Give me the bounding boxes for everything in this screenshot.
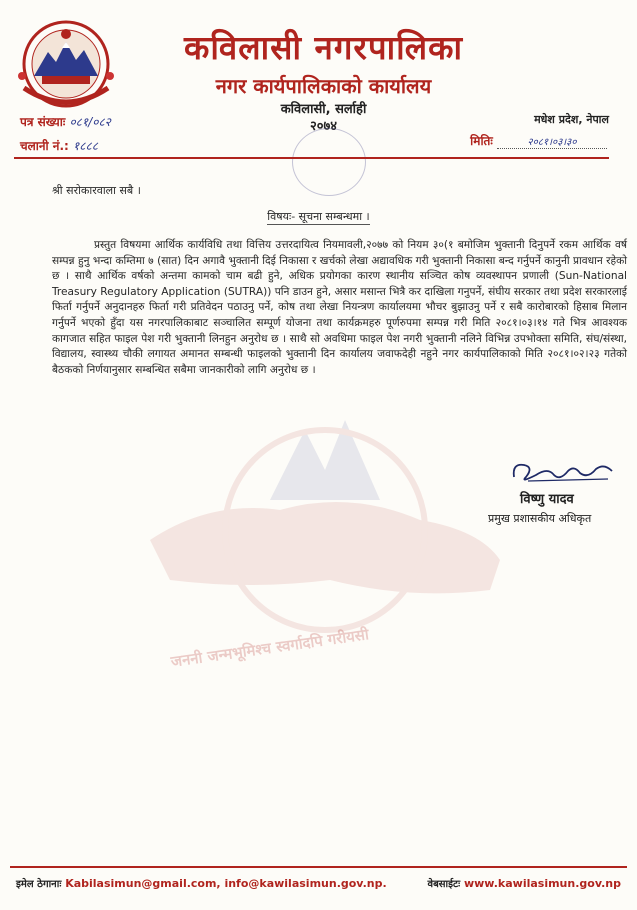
footer-email	[16, 876, 387, 890]
website-label: वेबसाईटः	[427, 879, 461, 890]
office-location: कविलासी, सर्लाही	[280, 102, 367, 117]
signatory-name: विष्णु यादव	[520, 492, 574, 507]
signature-icon	[508, 455, 618, 487]
letter-number-label: पत्र संख्याः	[20, 115, 66, 129]
header-divider	[14, 157, 609, 159]
office-stamp	[292, 128, 366, 196]
email-label: इमेल ठेगानाः	[16, 879, 62, 890]
letter-number	[20, 113, 111, 130]
dispatch-number	[20, 137, 98, 154]
footer-website	[428, 876, 621, 890]
letter-number-value: ०८१/०८२	[69, 115, 111, 129]
dispatch-number-label: चलानी नं.:	[20, 139, 69, 153]
signatory-title: प्रमुख प्रशासकीय अधिकृत	[488, 512, 592, 525]
municipality-emblem-icon	[14, 18, 118, 110]
subject-text: विषयः- सूचना सम्बन्धमा ।	[267, 210, 370, 223]
province-label: मधेश प्रदेश, नेपाल	[534, 113, 609, 126]
letter-body	[52, 238, 627, 378]
body-paragraph: प्रस्तुत विषयमा आर्थिक कार्यविधि तथा वित्तिय उत्तरदायित्व नियमावली,२०७७ को नियम ३०(१ बमोजिम भुक्तानी दिनुपर्ने रकम आर्थिक वर्ष सम्पन्न हुनु भन्दा कम्तिमा ७ (सात) दिन अगावै भुक्तानी दिई निकासा र खर्चको लेखा अद्यावधिक गरी भुक्तानी निकासा बन्द गर्नुपर्ने कानुनी प्रावधान रहेको छ । साथै आर्थिक वर्षको अन्तमा कामको चाम बढी हुने, अधिक प्रयोगका कारण स्थानीय सञ्चित कोष व्यवस्थापन प्रणाली (Sun-National Treasury Regulatory Application (SUTRA)) पनि डाउन हुने, असार मसान्त भित्रै कर दाखिला गनुपर्ने, संघीय सरकार तथा प्रदेश सरकारलाई फिर्ता गर्नुपर्ने अनुदानहरु फिर्ता गरी प्रतिवेदन पठाउनु पर्ने, कोष तथा लेखा नियन्त्रण कार्यालयमा भौचर बुझाउनु पर्ने र सबै कारोबारको हिसाब मिलान गर्नुपर्ने भएको हुँदा यस नगरपालिकाबाट सञ्चालित सम्पूर्ण योजना तथा कार्यक्रमहरु पूर्णरुपमा सम्पन्न गरी मिति २०८१।०३।१४ गते भित्र आवश्यक कागजात सहित फाइल पेश गरी भुक्तानी लिनहुन अनुरोध छ । साथै सो अवधिमा फाइल पेश नगरी भुक्तानी नलिने विभिन्न उपभोक्ता समिति, संघ/संस्था, विद्यालय, स्वास्थ्य चौकी लगायत अमानत सम्बन्धी फाइलको भुक्तानी दिन कार्यालय जवाफदेही नहुने नगर कार्यपालिकाको मिति २०८१।०२।२३ गतेको बैठकको निर्णयानुसार सम्बन्धित सबैमा जानकारीको लागि अनुरोध छ ।	[52, 239, 627, 376]
footer-divider	[10, 866, 627, 868]
subject-line	[0, 209, 637, 224]
letter-date-label: मितिः	[470, 134, 493, 148]
letter-date	[470, 132, 607, 149]
email-links[interactable]: Kabilasimun@gmail.com, info@kawilasimun.gov.np.	[65, 877, 387, 890]
municipality-title: कविलासी नगरपालिका	[184, 28, 463, 67]
established-year: २०७४	[309, 119, 338, 134]
watermark-motto: जननी जन्मभूमिश्च स्वर्गादपि गरीयसी	[169, 625, 370, 671]
salutation: श्री सरोकारवाला सबै ।	[52, 184, 141, 197]
letter-date-value: २०८१।०३।३०	[497, 134, 607, 149]
footer	[10, 870, 627, 896]
website-link[interactable]: www.kawilasimun.gov.np	[463, 877, 621, 890]
office-title: नगर कार्यपालिकाको कार्यालय	[215, 74, 432, 98]
dispatch-number-value: १८८८	[73, 139, 98, 153]
